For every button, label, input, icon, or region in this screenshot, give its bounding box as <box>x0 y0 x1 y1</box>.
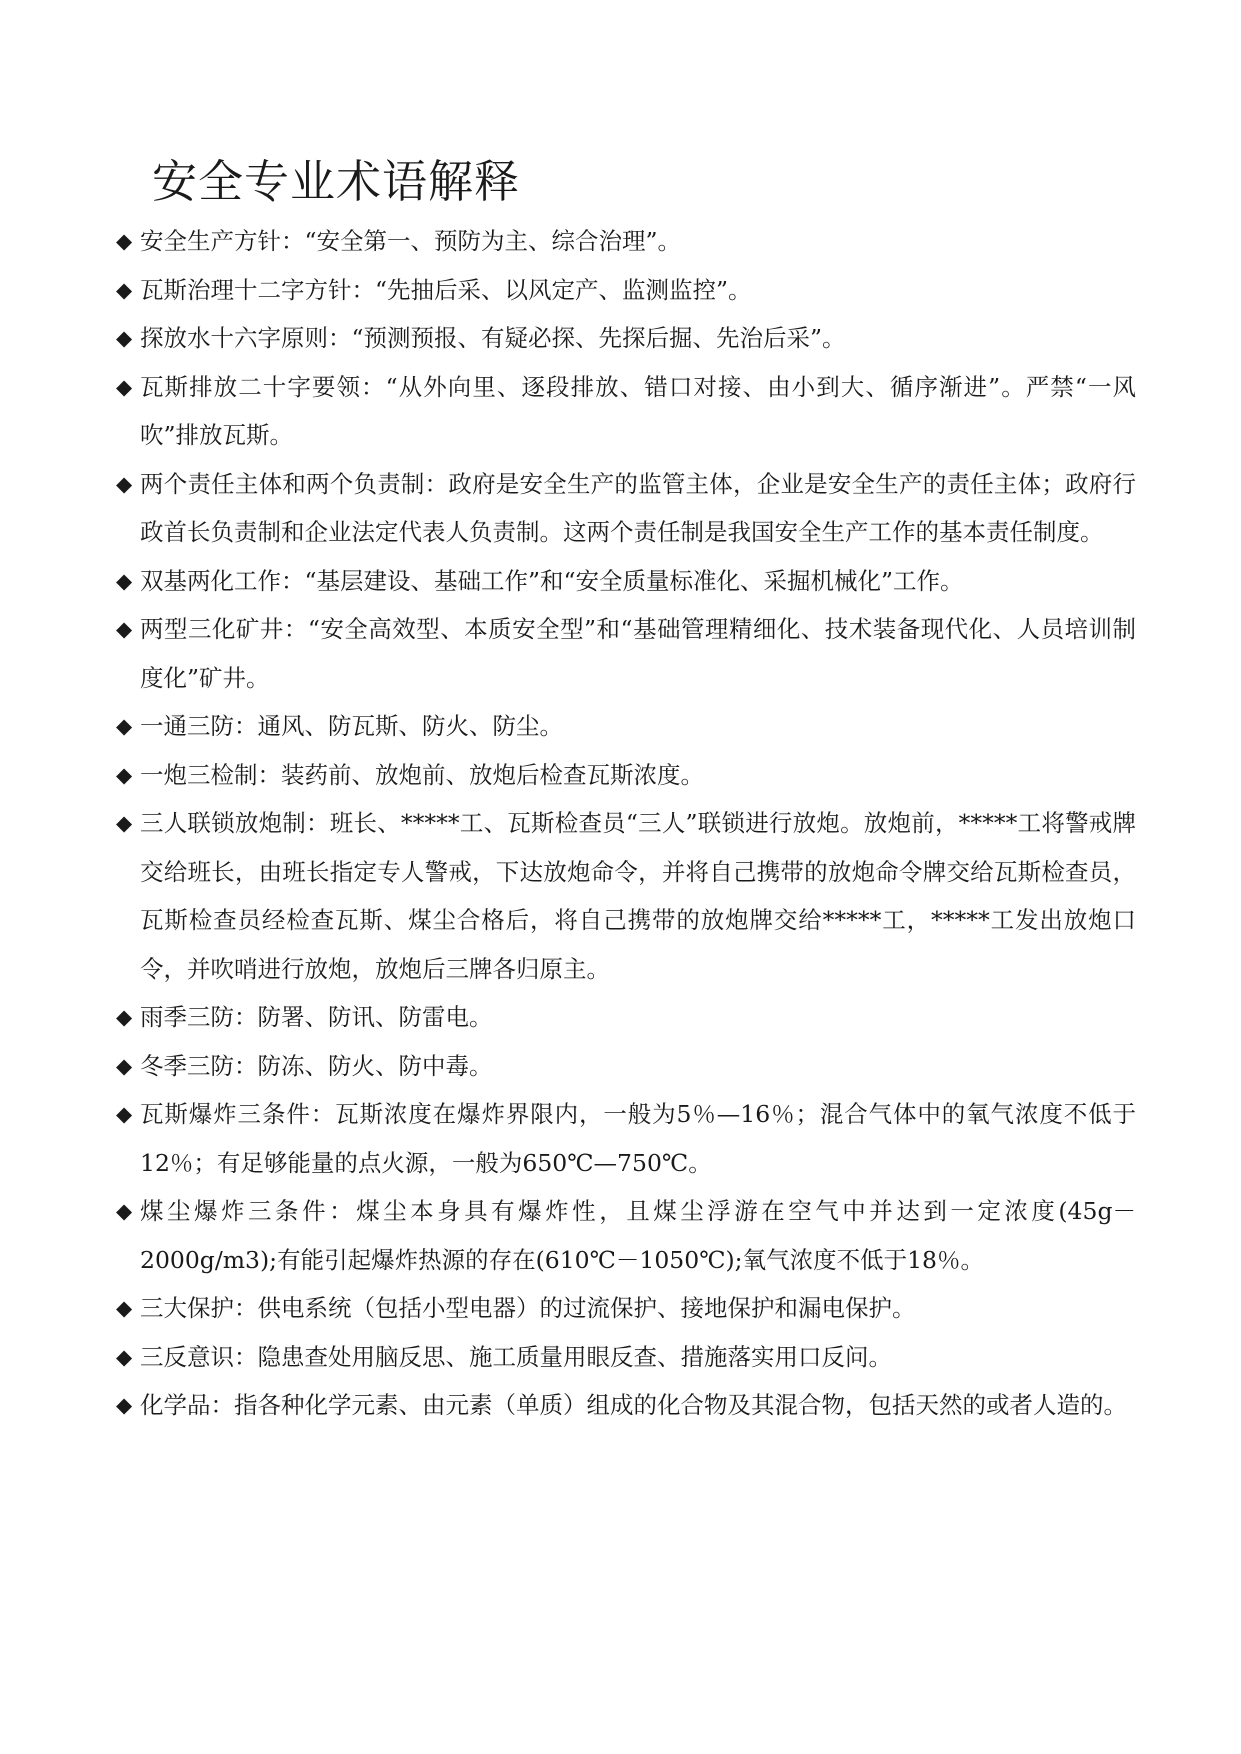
term-entry <box>116 1333 1136 1382</box>
term-name: 三大保护： <box>140 1294 258 1322</box>
term-definition: 班长、*****工、瓦斯检查员“三人”联锁进行放炮。放炮前，*****工将警戒牌交给班长，由班长指定专人警戒，下达放炮命令，并将自己携带的放炮命令牌交给瓦斯检查员，瓦斯检查员经检查瓦斯、煤尘合格后，将自己携带的放炮牌交给*****工，*****工发出放炮口令，并吹哨进行放炮，放炮后三牌各归原主。 <box>140 809 1137 983</box>
term-name: 煤尘爆炸三条件： <box>140 1197 357 1225</box>
diamond-bullet-icon: ◆ <box>116 1199 133 1223</box>
term-entry <box>116 1042 1136 1091</box>
term-entry <box>116 266 1136 315</box>
diamond-bullet-icon: ◆ <box>116 714 133 738</box>
diamond-bullet-icon: ◆ <box>116 568 133 593</box>
term-entry <box>116 1284 1136 1333</box>
term-entry <box>116 314 1136 363</box>
diamond-bullet-icon: ◆ <box>116 1393 133 1417</box>
term-definition: 隐患查处用脑反思、施工质量用眼反查、措施落实用口反问。 <box>257 1342 892 1371</box>
term-name: 雨季三防： <box>140 1003 258 1031</box>
term-definition: “先抽后采、以风定产、监测监控”。 <box>375 275 752 304</box>
term-name: 一通三防： <box>140 712 258 740</box>
term-definition: “安全高效型、本质安全型”和“基础管理精细化、技术装备现代化、人员培训制度化”矿井。 <box>140 615 1136 692</box>
diamond-bullet-icon: ◆ <box>116 374 133 399</box>
diamond-bullet-icon: ◆ <box>116 617 133 641</box>
term-entry <box>116 1381 1136 1430</box>
term-definition: 防冻、防火、防中毒。 <box>257 1051 493 1080</box>
term-name: 一炮三检制： <box>140 760 281 789</box>
term-definition: 供电系统（包括小型电器）的过流保护、接地保护和漏电保护。 <box>257 1294 916 1322</box>
term-entry <box>116 799 1136 993</box>
term-entry <box>116 993 1136 1042</box>
term-definition: 指各种化学元素、由元素（单质）组成的化合物及其混合物，包括天然的或者人造的。 <box>234 1391 1127 1419</box>
term-entry <box>116 605 1136 702</box>
term-entry <box>116 363 1136 460</box>
diamond-bullet-icon: ◆ <box>116 762 133 787</box>
term-list <box>116 217 1136 1430</box>
term-entry <box>116 557 1136 606</box>
term-name: 安全生产方针： <box>140 227 305 255</box>
diamond-bullet-icon: ◆ <box>116 1296 133 1320</box>
diamond-bullet-icon: ◆ <box>116 471 133 496</box>
term-entry <box>116 1187 1136 1284</box>
term-definition: “从外向里、逐段排放、错口对接、由小到大、循序渐进”。严禁“一风吹”排放瓦斯。 <box>140 372 1137 449</box>
term-definition: 通风、防瓦斯、防火、防尘。 <box>257 712 563 740</box>
term-definition: 装药前、放炮前、放炮后检查瓦斯浓度。 <box>281 760 704 789</box>
diamond-bullet-icon: ◆ <box>116 229 133 253</box>
term-entry <box>116 217 1136 266</box>
term-definition: “预测预报、有疑必探、先探后掘、先治后采”。 <box>351 324 846 352</box>
diamond-bullet-icon: ◆ <box>116 811 133 835</box>
diamond-bullet-icon: ◆ <box>116 1102 133 1126</box>
term-definition: “基层建设、基础工作”和“安全质量标准化、采掘机械化”工作。 <box>304 566 964 595</box>
term-name: 两型三化矿井： <box>140 615 308 643</box>
diamond-bullet-icon: ◆ <box>116 1344 133 1369</box>
term-entry <box>116 702 1136 751</box>
term-definition: 政府是安全生产的监管主体，企业是安全生产的责任主体；政府行政首长负责制和企业法定代表人负责制。这两个责任制是我国安全生产工作的基本责任制度。 <box>140 469 1137 546</box>
term-name: 探放水十六字原则： <box>140 324 352 352</box>
term-entry <box>116 751 1136 800</box>
diamond-bullet-icon: ◆ <box>116 326 133 350</box>
diamond-bullet-icon: ◆ <box>116 277 133 302</box>
term-name: 两个责任主体和两个负责制： <box>140 469 449 498</box>
term-definition: “安全第一、预防为主、综合治理”。 <box>304 227 682 255</box>
term-name: 三人联锁放炮制： <box>140 809 330 837</box>
term-name: 瓦斯排放二十字要领： <box>140 372 386 401</box>
term-definition: 防署、防讯、防雷电。 <box>257 1003 493 1031</box>
term-name: 瓦斯治理十二字方针： <box>140 275 375 304</box>
diamond-bullet-icon: ◆ <box>116 1005 133 1029</box>
diamond-bullet-icon: ◆ <box>116 1053 133 1078</box>
term-definition: 瓦斯浓度在爆炸界限内，一般为5％—16％；混合气体中的氧气浓度不低于12％；有足够能量的点火源，一般为650℃—750℃。 <box>140 1100 1136 1177</box>
term-entry <box>116 1090 1136 1187</box>
term-name: 双基两化工作： <box>140 566 305 595</box>
term-name: 瓦斯爆炸三条件： <box>140 1100 336 1128</box>
page-title: 安全专业术语解释 <box>152 155 521 208</box>
term-definition: 煤尘本身具有爆炸性，且煤尘浮游在空气中并达到一定浓度(45g－2000g/m3);有能引起爆炸热源的存在(610℃－1050℃);氧气浓度不低于18％。 <box>140 1197 1136 1274</box>
term-name: 三反意识： <box>140 1342 258 1371</box>
term-name: 化学品： <box>140 1391 234 1419</box>
term-entry <box>116 460 1136 557</box>
term-name: 冬季三防： <box>140 1051 258 1080</box>
